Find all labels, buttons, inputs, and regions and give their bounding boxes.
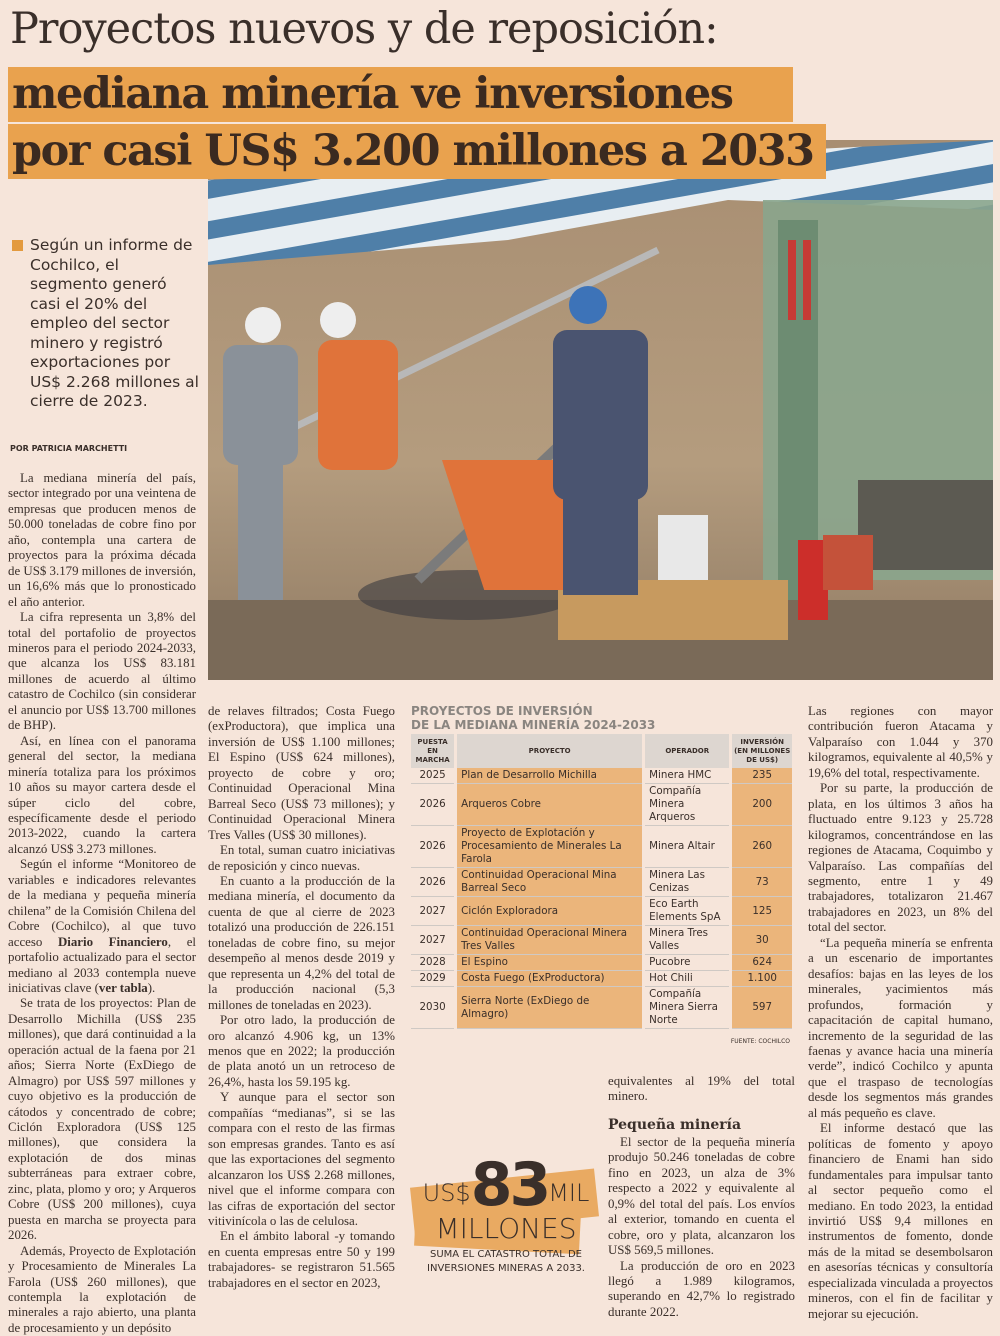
cell-investment: 200 (732, 784, 792, 826)
article-paragraph (808, 704, 993, 781)
paragraph-text: En cuanto a la producción de la mediana minería, el documento da cuenta de que al cierre de 2023 totalizó una producción de 226.151 toneladas de cobre fino, su mejor desempeño al menos desde 2019 y que representa un 4,2% del total de la producción nacional (5,3 millones de toneladas en 2023). (208, 873, 395, 1012)
article-paragraph (808, 781, 993, 936)
bullet-square-icon (12, 240, 23, 251)
investment-projects-table (408, 734, 795, 1029)
cell-year: 2029 (411, 971, 454, 987)
cell-operator: Pucobre (645, 955, 729, 971)
cell-project: Continuidad Operacional Minera Tres Valles (457, 926, 642, 955)
paragraph-text: El informe destacó que las políticas de fomento y apoyo financiero de Enami han sido fundamentales para impulsar tanto al sector pequeño como el mediano. En todo 2023, la entidad invirtió US$ 9,4 millones en instrumentos de fomento, donde más de la mitad se desembolsaron en asesorías técnicas y consultoría especializada vinculada a proyectos mineros, con el fin de facilitar y mejorar su ejecución. (808, 1121, 993, 1321)
cell-year: 2030 (411, 987, 454, 1029)
paragraph-text: Pequeña minería (608, 1116, 742, 1133)
paragraph-text: ). (147, 980, 156, 995)
cell-project: Sierra Norte (ExDiego de Almagro) (457, 987, 642, 1029)
table-row (411, 987, 792, 1029)
header-investment: INVERSIÓN (EN MILLONES DE US$) (732, 734, 792, 768)
callout-unit-2: MILLONES (435, 1212, 577, 1245)
paragraph-text: , el portafolio actualizado para el sector mediano al 2033 contempla nueve iniciativas clave ( (8, 934, 196, 995)
headline-line-1: mediana minería ve inversiones (8, 67, 793, 122)
table-row (411, 897, 792, 926)
paragraph-text: Por otro lado, la producción de oro alcanzó 4.906 kg, un 13% menos que en 2022; la producción de plata anotó un un retroceso de 26,4%, hasta los 59.195 kg. (208, 1013, 395, 1089)
header-operator: OPERADOR (645, 734, 729, 768)
table-row (411, 955, 792, 971)
cell-operator: Eco Earth Elements SpA (645, 897, 729, 926)
table-title-line-1: PROYECTOS DE INVERSIÓN (411, 704, 593, 718)
table-source: FUENTE: COCHILCO (730, 1038, 790, 1045)
table-row (411, 768, 792, 784)
deck-text: Según un informe de Cochilco, el segmento generó casi el 20% del empleo del sector minero y registró exportaciones por US$ 2.268 millones al cierre de 2023. (30, 236, 199, 410)
cell-project: Plan de Desarrollo Michilla (457, 768, 642, 784)
article-paragraph (8, 734, 196, 858)
cell-investment: 260 (732, 826, 792, 868)
callout-caption (410, 1248, 602, 1276)
cell-operator: Hot Chili (645, 971, 729, 987)
cell-investment: 125 (732, 897, 792, 926)
cell-investment: 73 (732, 868, 792, 897)
callout-currency: US$ (422, 1179, 471, 1207)
bold-text: Diario Financiero (57, 934, 168, 949)
table-row (411, 868, 792, 897)
cell-year: 2027 (411, 897, 454, 926)
cell-year: 2026 (411, 826, 454, 868)
article-paragraph (8, 1244, 196, 1336)
article-paragraph (608, 1135, 795, 1259)
cell-year: 2028 (411, 955, 454, 971)
article-paragraph (208, 1090, 395, 1229)
article-paragraph (8, 610, 196, 734)
cell-project: Proyecto de Explotación y Procesamiento de Minerales La Farola (457, 826, 642, 868)
article-column-1 (8, 471, 196, 1336)
cell-year: 2026 (411, 784, 454, 826)
article-column-3 (608, 1074, 795, 1320)
stat-callout (410, 1148, 602, 1283)
header-year: PUESTA EN MARCHA (411, 734, 454, 768)
cell-investment: 30 (732, 926, 792, 955)
paragraph-text: equivalentes al 19% del total minero. (608, 1074, 795, 1104)
article-paragraph (8, 471, 196, 610)
cell-year: 2026 (411, 868, 454, 897)
table-title (411, 704, 655, 732)
header-project: PROYECTO (457, 734, 642, 768)
cell-year: 2027 (411, 926, 454, 955)
cell-project: El Espino (457, 955, 642, 971)
article-paragraph (608, 1259, 795, 1321)
article-paragraph (608, 1074, 795, 1105)
table-row (411, 971, 792, 987)
paragraph-text: Se trata de los proyectos: Plan de Desarrollo Michilla (US$ 235 millones), que dará continuidad a la operación actual de la faena por 21 años; Sierra Norte (ExDiego de Almagro) por US$ 597 millones y cuyo objetivo es la producción de cátodos y concentrado de cobre; Ciclón Exploradora (US$ 125 millones), que considera la explotación de dos minas subterráneas para extraer cobre, zinc, plata, plomo y oro; y Arqueros Cobre (US$ 200 millones), cuya puesta en marcha se proyecta para 2026. (8, 996, 196, 1243)
article-column-2 (208, 704, 395, 1291)
callout-caption-line-1: SUMA EL CATASTRO TOTAL DE (430, 1249, 582, 1260)
paragraph-text: Así, en línea con el panorama general del sector, la mediana minería totaliza para los próximos 10 años su mayor cartera desde el súper ciclo del cobre, específicamente desde el periodo 2013-2022, cuando la cartera alcanzó US$ 3.273 millones. (8, 733, 196, 856)
cell-operator: Minera HMC (645, 768, 729, 784)
callout-number: 83 (470, 1150, 549, 1220)
paragraph-text: En el ámbito laboral -y tomando en cuenta empresas entre 50 y 199 trabajadores- se registraron 51.565 trabajadores en el sector en 2023, (208, 1229, 395, 1290)
cell-operator: Minera Altair (645, 826, 729, 868)
article-paragraph (808, 1121, 993, 1322)
table-row (411, 784, 792, 826)
article-paragraph (208, 874, 395, 1013)
article-paragraph (8, 857, 196, 996)
cell-project: Arqueros Cobre (457, 784, 642, 826)
byline: POR PATRICIA MARCHETTI (10, 444, 128, 453)
paragraph-text: Por su parte, la producción de plata, en los últimos 3 años ha fluctuado entre 9.123 y 25.728 kilogramos, concentrándose en las regiones de Atacama, Coquimbo y Valparaíso. Las compañías del segmento, entre 1 y 49 trabajadores, totalizaron 21.467 trabajadores en 2023, un 8% del total del sector. (808, 781, 993, 935)
article-paragraph (808, 936, 993, 1121)
paragraph-text: Según el informe “Monitoreo de variables e indicadores relevantes de la mediana y pequeña minería chilena” de la Comisión Chilena del Cobre (Cochilco), al que tuvo acceso (8, 857, 196, 949)
cell-operator: Minera Las Cenizas (645, 868, 729, 897)
callout-figure (410, 1150, 602, 1220)
table-title-line-2: DE LA MEDIANA MINERÍA 2024-2033 (411, 718, 656, 732)
cell-investment: 235 (732, 768, 792, 784)
callout-caption-line-2: INVERSIONES MINERAS A 2033. (427, 1263, 585, 1274)
table-row (411, 826, 792, 868)
paragraph-text: “La pequeña minería se enfrenta a un escenario de importantes desafíos: bajas en las leyes de los minerales, yacimientos más profundos, formación y capacitación de capital humano, incremento de la seguridad de las faenas y avance hacia una minería verde”, indicó Cochilco y apunta que el traspaso de tecnologías desde los segmentos más grandes al más pequeño es clave. (808, 935, 993, 1120)
article-paragraph (8, 996, 196, 1243)
paragraph-text: La producción de oro en 2023 llegó a 1.989 kilogramos, superando en 42,7% lo registrado durante 2022. (608, 1258, 795, 1319)
paragraph-text: Y aunque para el sector son compañías “medianas”, si se las compara con el resto de las firmas son empresas grandes. Tanto es así que las exportaciones del segmento alcanzaron los US$ 2.268 millones, nivel que el informe compara con las cifras de exportación del sector vitivinícola o las de celulosa. (208, 1090, 395, 1228)
section-subheading (608, 1115, 795, 1135)
paragraph-text: Las regiones con mayor contribución fueron Atacama y Valparaíso con 1.044 y 370 kilogramos, equivalente al 40,5% y 19,6% del total, respectivamente. (808, 704, 993, 780)
cell-investment: 597 (732, 987, 792, 1029)
cell-investment: 624 (732, 955, 792, 971)
cell-project: Continuidad Operacional Mina Barreal Seco (457, 868, 642, 897)
cell-operator: Minera Tres Valles (645, 926, 729, 955)
paragraph-text: de relaves filtrados; Costa Fuego (exProductora), que implica una inversión de US$ 1.100 millones; El Espino (US$ 624 millones), proyecto de cobre y oro; Continuidad Operacional Mina Barreal Seco (US$ 73 millones); y Continuidad Operacional Minera Tres Valles (US$ 30 millones). (208, 704, 395, 842)
article-paragraph (208, 704, 395, 843)
callout-unit: MIL (548, 1179, 590, 1207)
paragraph-text: El sector de la pequeña minería produjo 50.246 toneladas de cobre fino en 2023, un alza de 3% respecto a 2022 y equivalente al 0,9% del total del país. Los envíos al exterior, tomando en cuenta el cobre, oro y plata, alcanzaron los US$ 569,5 millones. (608, 1134, 795, 1258)
paragraph-text: Además, Proyecto de Explotación y Procesamiento de Minerales La Farola (US$ 260 millones), que contempla la explotación de minerales a rajo abierto, una planta de procesamiento y un depósito (8, 1243, 196, 1335)
paragraph-text: En total, suman cuatro iniciativas de reposición y cinco nuevas. (208, 843, 395, 873)
table-row (411, 926, 792, 955)
headline-kicker: Proyectos nuevos y de reposición: (10, 4, 718, 54)
cell-year: 2025 (411, 768, 454, 784)
paragraph-text: La mediana minería del país, sector integrado por una veintena de empresas que producen menos de 50.000 toneladas de cobre fino por año, contempla una cartera de proyectos para la próxima década de US$ 3.179 millones de inversión, un 16,6% más que lo pronosticado el año anterior. (8, 471, 196, 609)
cell-investment: 1.100 (732, 971, 792, 987)
article-deck (10, 236, 200, 412)
headline-line-2: por casi US$ 3.200 millones a 2033 (8, 124, 826, 179)
cell-operator: Compañía Minera Arqueros (645, 784, 729, 826)
paragraph-text: La cifra representa un 3,8% del total del portafolio de proyectos mineros para el periodo 2024-2033, que alcanza los US$ 83.181 millones de acuerdo al último catastro de Cochilco (sin considerar el anuncio por US$ 13.700 millones de BHP). (8, 610, 196, 733)
cell-operator: Compañía Minera Sierra Norte (645, 987, 729, 1029)
cell-project: Ciclón Exploradora (457, 897, 642, 926)
article-paragraph (208, 843, 395, 874)
cell-project: Costa Fuego (ExProductora) (457, 971, 642, 987)
article-paragraph (208, 1229, 395, 1291)
bold-text: ver tabla (98, 980, 148, 995)
article-column-4 (808, 704, 993, 1322)
article-paragraph (208, 1013, 395, 1090)
article-photo (208, 140, 993, 680)
